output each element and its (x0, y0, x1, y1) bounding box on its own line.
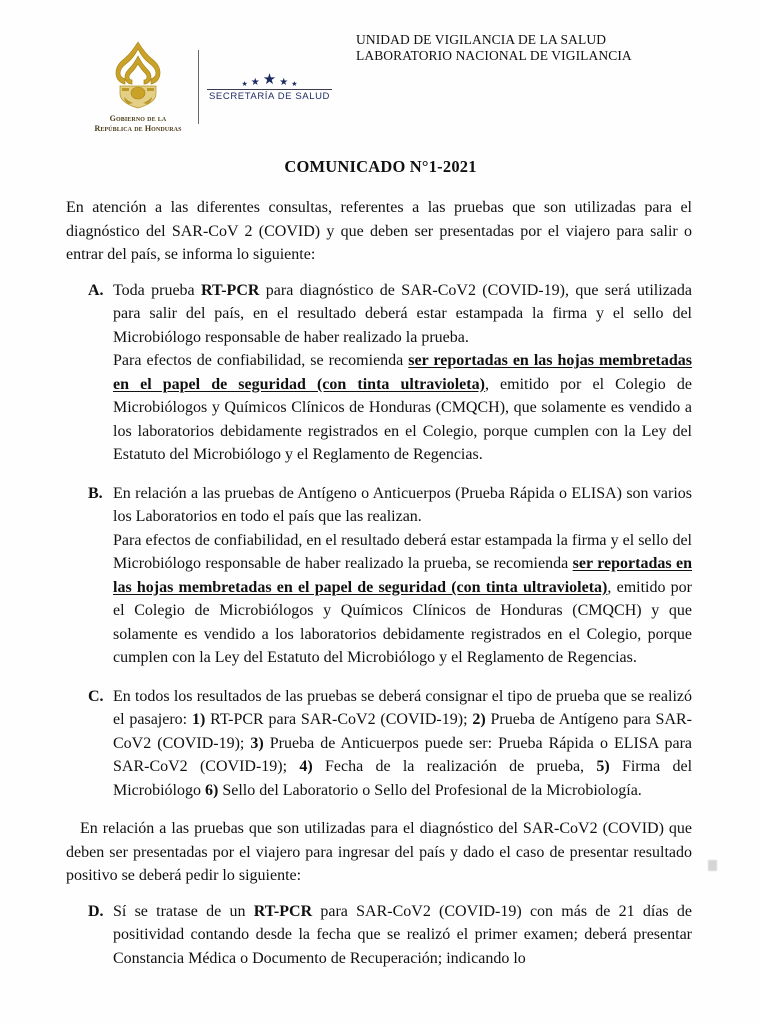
clause-a-p1-t2: para diagnóstico de SAR-CoV2 (COVID-19), que será utilizada para salir del país, en el resultado deberá estar estampada la firma y el sello del Microbiólogo responsable de haber realizado la prueba. (113, 281, 692, 346)
clause-a-p2-t2: , emitido por el Colegio de Microbiólogos y Químicos Clínicos de Honduras (CMQCH), que solamente es vendido a los laboratorios debidamente registrados en el Colegio, porque cumplen con la Ley del Estatuto del Microbiólogo y el Reglamento de Regencias. (113, 375, 692, 463)
clause-list-1 (66, 279, 692, 803)
honduras-coat-of-arms-icon (105, 38, 171, 112)
clause-a-p1-bold: RT-PCR (201, 281, 260, 299)
clause-list-2 (66, 900, 692, 971)
clause-a-paragraph-2 (113, 349, 692, 467)
document-body (66, 196, 692, 985)
clause-c-t1: En todos los resultados de las pruebas se deberá consignar el tipo de prueba que se realizó el pasajero: (113, 687, 692, 728)
stars-row (207, 74, 332, 88)
list-item (66, 900, 692, 971)
star-icon-5: ★ (291, 80, 298, 88)
clause-c-n2: 2) (472, 711, 486, 728)
secretaria-label: SECRETARÍA DE SALUD (208, 91, 331, 102)
star-icon-3: ★ (262, 72, 277, 88)
clause-a-paragraph-1 (113, 279, 692, 350)
unit-heading-line2: LABORATORIO NACIONAL DE VIGILANCIA (356, 48, 632, 63)
secretaria-rule (207, 89, 332, 90)
clause-b-paragraph-2 (113, 529, 692, 670)
clause-b-p2-t2: , emitido por el Colegio de Microbiólogos y Químicos Clínicos de Honduras (CMQCH) y que solamente es vendido a los laboratorios debidamente registrados en el Colegio, porque cumplen con la Ley del Estatuto del Microbiólogo y el Reglamento de Regencias. (113, 578, 693, 666)
logo-caption-line1: Gobierno de la (109, 114, 167, 123)
clause-b-p2-underlined: ser reportadas en las hojas membretadas en el papel de seguridad (con tinta ultravioleta) (113, 555, 692, 596)
intro-paragraph-2-text: En relación a las pruebas que son utilizadas para el diagnóstico del SAR-CoV2 (COVID) que deben ser presentadas por el viajero para ingresar del país y dado el caso de presentar resultado positivo se deberá pedir lo siguiente: (66, 820, 692, 884)
clause-d-t1: Sí se tratase de un (113, 902, 254, 920)
header-divider (198, 50, 199, 124)
intro-paragraph-text: En atención a las diferentes consultas, referentes a las pruebas que son utilizadas para el diagnóstico del SAR-CoV 2 (COVID) y que deben ser presentadas por el viajero para salir o entrar del país, se informa lo siguiente: (66, 199, 692, 263)
clause-a-p2-underlined: ser reportadas en las hojas membretadas en el papel de seguridad (con tinta ultravioleta) (113, 352, 693, 393)
document-header (0, 22, 761, 147)
list-item-body-d (113, 900, 692, 971)
clause-a-p2-t1: Para efectos de confiabilidad, se recomienda (113, 352, 409, 369)
clause-c-t6: Firma del Microbiólogo (113, 758, 693, 799)
clause-c-n1: 1) (191, 711, 206, 728)
clause-b-paragraph-1: En relación a las pruebas de Antígeno o Anticuerpos (Prueba Rápida o ELISA) son varios los Laboratorios en todo el país que las realizan. (113, 484, 692, 525)
clause-c-n5: 5) (596, 758, 610, 775)
government-logo-block (84, 38, 192, 133)
page-title: COMUNICADO N°1-2021 (284, 157, 477, 176)
logo-caption-line2: República de Honduras (94, 123, 182, 133)
scan-artifact (708, 860, 717, 871)
unit-heading (356, 32, 632, 64)
intro-paragraph-2 (66, 817, 692, 888)
government-logo-caption (84, 114, 192, 133)
list-marker-c: C. (88, 687, 104, 705)
clause-c-t4: Prueba de Anticuerpos puede ser: Prueba Rápida o ELISA para SAR-CoV2 (COVID-19); (113, 734, 692, 775)
unit-heading-line1: UNIDAD DE VIGILANCIA DE LA SALUD (356, 32, 607, 47)
intro-paragraph (66, 196, 692, 267)
clause-c-t3: Prueba de Antígeno para SAR-CoV2 (COVID-19); (113, 711, 693, 752)
clause-c-n4: 4) (299, 758, 313, 775)
clause-b-p2-t1: Para efectos de confiabilidad, en el resultado deberá estar estampada la firma y el sello del Microbiólogo responsable de haber realizado la prueba, se recomienda (113, 531, 692, 572)
list-item-body-c (113, 685, 692, 803)
clause-c-t2: RT-PCR para SAR-CoV2 (COVID-19); (205, 711, 473, 728)
list-item-body-b (113, 482, 692, 670)
clause-c-t5: Fecha de la realización de prueba, (312, 758, 597, 775)
clause-c-n6: 6) (205, 781, 219, 799)
star-icon-4: ★ (279, 77, 289, 88)
list-item (66, 482, 692, 670)
star-icon-1: ★ (241, 80, 248, 88)
star-icon-2: ★ (250, 77, 260, 88)
clause-d-t2: para SAR-CoV2 (COVID-19) con más de 21 días de positividad contando desde la fecha que se realizó el primer examen; deberá presentar Constancia Médica o Documento de Recuperación; indicando lo (113, 902, 692, 967)
clause-c-t7: Sello del Laboratorio o Sello del Profesional de la Microbiología. (218, 781, 642, 799)
clause-c-n3: 3) (250, 734, 264, 752)
clause-d-bold: RT-PCR (253, 902, 313, 920)
list-marker-a: A. (88, 281, 104, 299)
list-item (66, 279, 692, 467)
list-marker-d: D. (88, 902, 104, 920)
clause-a-p1-t1: Toda prueba (113, 281, 202, 299)
secretaria-de-salud-logo (207, 74, 332, 102)
list-item (66, 685, 692, 803)
list-item-body-a (113, 279, 692, 467)
list-marker-b: B. (88, 484, 103, 502)
